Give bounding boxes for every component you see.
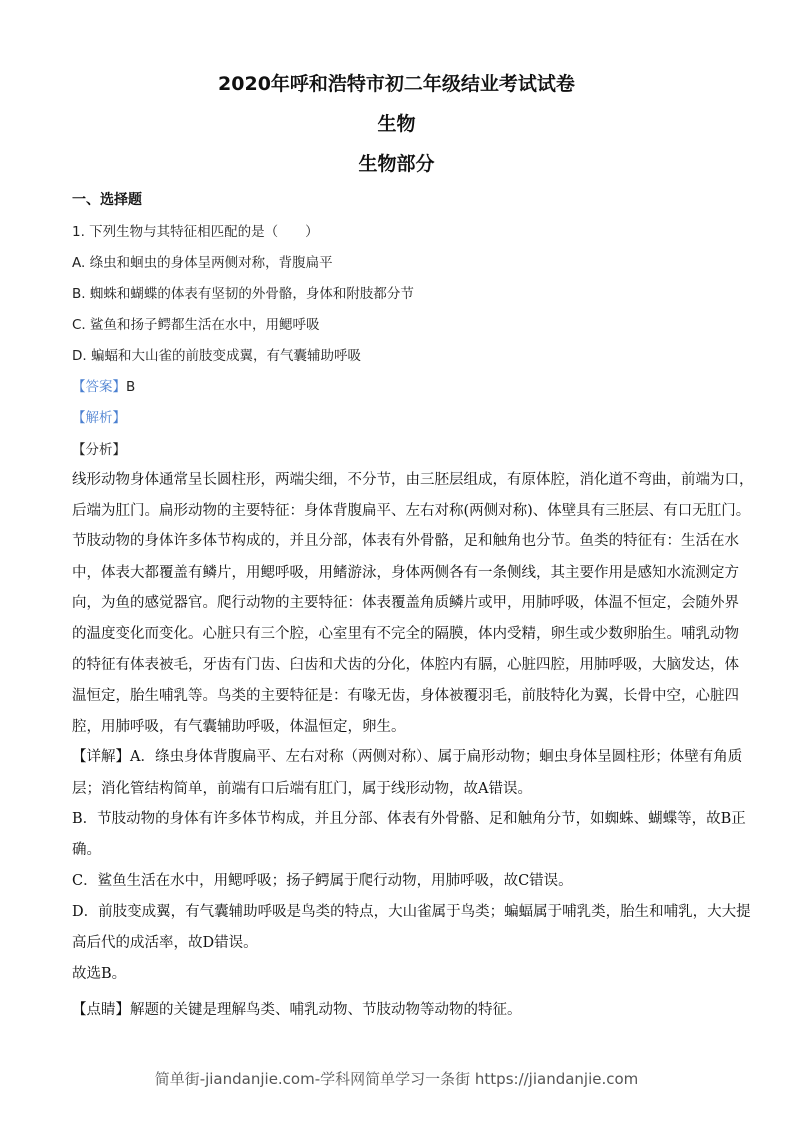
fenxi-line: 腔，用肺呼吸，有气囊辅助呼吸，体温恒定，卵生。 [72, 719, 406, 735]
analysis-label: 【解析】 [72, 410, 126, 426]
fenxi-line: 的温度变化而变化。心脏只有三个腔，心室里有不完全的隔膜，体内受精，卵生或少数卵胎生。哺乳动物 [72, 626, 739, 642]
option-b: B. 蜘蛛和蝴蝶的体表有坚韧的外骨骼，身体和附肢都分节 [72, 286, 414, 302]
fenxi-line: 温恒定，胎生哺乳等。鸟类的主要特征是：有喙无齿，身体被覆羽毛，前肢特化为翼，长骨中空，心脏四 [72, 688, 739, 704]
option-c: C. 鲨鱼和扬子鳄都生活在水中，用鳃呼吸 [72, 317, 320, 333]
detail-line: C．鲨鱼生活在水中，用鳃呼吸；扬子鳄属于爬行动物，用肺呼吸，故C错误。 [72, 873, 573, 889]
subject-title: 生物 [377, 113, 416, 135]
answer-label: 【答案】 [72, 379, 126, 395]
option-d: D. 蝙蝠和大山雀的前肢变成翼，有气囊辅助呼吸 [72, 348, 361, 364]
detail-line: D．前肢变成翼，有气囊辅助呼吸是鸟类的特点，大山雀属于鸟类；蝙蝠属于哺乳类，胎生和哺乳，大大提 [72, 904, 751, 920]
section-heading: 一、选择题 [72, 192, 142, 208]
conclusion-line: 故选B。 [72, 966, 127, 982]
footer-watermark: 简单街-jiandanjie.com-学科网简单学习一条街 https://jiandanjie.com [154, 1070, 639, 1088]
part-title: 生物部分 [358, 153, 435, 175]
fenxi-line: 线形动物身体通常呈长圆柱形，两端尖细，不分节，由三胚层组成，有原体腔，消化道不弯曲，前端为口， [72, 472, 754, 488]
exam-title: 2020年呼和浩特市初二年级结业考试试卷 [218, 73, 575, 95]
question-stem: 1. 下列生物与其特征相匹配的是（ ） [72, 224, 319, 240]
detail-line: 【详解】A．绦虫身体背腹扁平、左右对称（两侧对称）、属于扁形动物；蛔虫身体呈圆柱形；体壁有角质 [72, 749, 743, 765]
option-a: A. 绦虫和蛔虫的身体呈两侧对称，背腹扁平 [72, 255, 333, 271]
fenxi-line: 节肢动物的身体许多体节构成的，并且分部，体表有外骨骼，足和触角也分节。鱼类的特征有：生活在水 [72, 533, 739, 549]
fenxi-line: 的特征有体表被毛，牙齿有门齿、臼齿和犬齿的分化，体腔内有膈，心脏四腔，用肺呼吸，大脑发达，体 [72, 657, 739, 673]
detail-line: 层；消化管结构简单，前端有口后端有肛门，属于线形动物，故A错误。 [72, 781, 532, 797]
fenxi-label: 【分析】 [72, 442, 126, 458]
fenxi-line: 后端为肛门。扁形动物的主要特征：身体背腹扁平、左右对称(两侧对称)、体壁具有三胚层、有口无肛门。 [72, 503, 751, 519]
fenxi-line: 向，为鱼的感觉器官。爬行动物的主要特征：体表覆盖角质鳞片或甲，用肺呼吸，体温不恒定，会随外界 [72, 595, 739, 611]
fenxi-line: 中，体表大都覆盖有鳞片，用鳃呼吸，用鳍游泳，身体两侧各有一条侧线，其主要作用是感知水流测定方 [72, 565, 739, 581]
key-point-line: 【点睛】解题的关键是理解鸟类、哺乳动物、节肢动物等动物的特征。 [72, 1002, 522, 1018]
answer-line [72, 377, 135, 397]
answer-value: B [126, 379, 136, 395]
detail-line: B．节肢动物的身体有许多体节构成，并且分部、体表有外骨骼、足和触角分节，如蜘蛛、蝴蝶等，故B正 [72, 811, 746, 827]
detail-line: 高后代的成活率，故D错误。 [72, 935, 258, 951]
detail-line: 确。 [72, 842, 101, 858]
